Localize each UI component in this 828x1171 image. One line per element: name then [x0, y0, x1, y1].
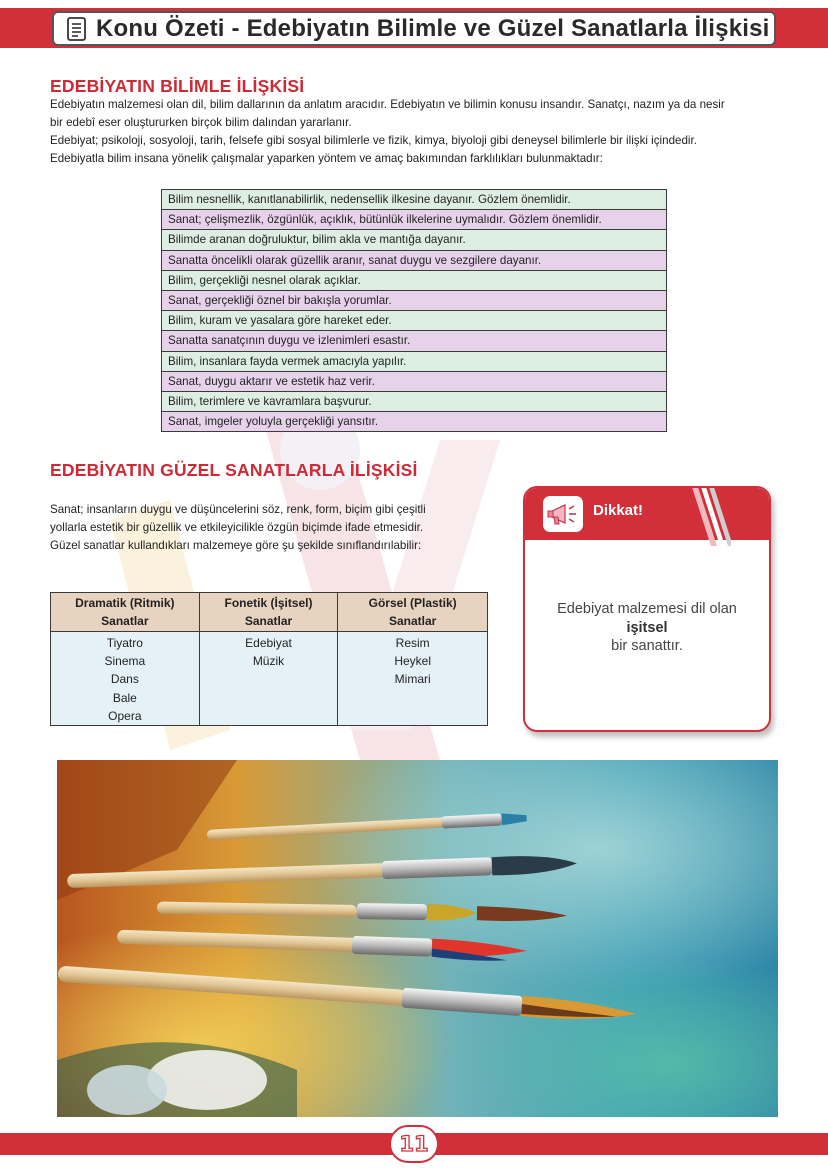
arts-classification-table — [50, 592, 488, 726]
list-item: Müzik — [252, 654, 285, 669]
table-row — [162, 311, 667, 331]
table-cell: Bilim, gerçekliği nesnel olarak açıklar. — [162, 270, 667, 290]
list-item: Edebiyat — [245, 636, 292, 650]
arts-section-paragraph — [50, 501, 490, 555]
table-cell — [199, 632, 338, 726]
table-row — [162, 331, 667, 351]
list-item: Sinema — [104, 654, 146, 669]
table-cell: Bilim, kuram ve yasalara göre hareket eder. — [162, 311, 667, 331]
table-cell: Sanat; çelişmezlik, özgünlük, açıklık, bütünlük ilkelerine uymalıdır. Gözlem önemlidir. — [162, 210, 667, 230]
table-row — [162, 412, 667, 432]
table-header-row — [51, 593, 488, 632]
table-cell: Bilim nesnellik, kanıtlanabilirlik, nedensellik ilkesine dayanır. Gözlem önemlidir. — [162, 190, 667, 210]
paragraph-line: Edebiyatla bilim insana yönelik çalışmalar yaparken yöntem ve amaç bakımından farklılıkları bulunmaktadır: — [50, 152, 603, 165]
table-cell: Bilim, terimlere ve kavramlara başvurur. — [162, 391, 667, 411]
callout-line — [525, 619, 769, 638]
science-section-heading: EDEBİYATIN BİLİMLE İLİŞKİSİ — [50, 76, 305, 96]
callout-title: Dikkat! — [593, 502, 644, 519]
paint-brushes-photo — [57, 760, 778, 1117]
megaphone-icon — [543, 496, 583, 532]
document-icon — [66, 17, 88, 41]
table-row — [51, 632, 488, 726]
table-cell — [338, 632, 488, 726]
page-number: 11 — [389, 1125, 439, 1163]
table-row — [162, 371, 667, 391]
callout-icon-box — [543, 496, 583, 532]
table-row — [162, 270, 667, 290]
callout-emphasis: işitsel — [626, 619, 668, 636]
list-item: Bale — [112, 690, 137, 705]
list-item: Opera — [108, 708, 142, 723]
column-header: Görsel (Plastik) Sanatlar — [338, 593, 488, 632]
paragraph-line: Edebiyat; psikoloji, sosyoloji, tarih, felsefe gibi sosyal bilimlerle ve fizik, kimya, biyoloji gibi deneysel bilimlerle bir ilişki içindedir. — [50, 134, 697, 147]
science-vs-art-table — [161, 189, 667, 432]
table-row — [162, 210, 667, 230]
table-cell: Bilimde aranan doğruluktur, bilim akla ve mantığa dayanır. — [162, 230, 667, 250]
page-title: Konu Özeti - Edebiyatın Bilimle ve Güzel Sanatlarla İlişkisi — [96, 14, 770, 42]
table-row — [162, 391, 667, 411]
decorative-stripes — [691, 486, 731, 546]
table-cell — [51, 632, 200, 726]
callout-line: bir sanattır. — [611, 638, 683, 654]
paragraph-line: yollarla estetik bir güzellik ve etkileyicilikle özgün biçimde ifade etmesidir. — [50, 521, 424, 534]
list-item: Mimari — [394, 672, 431, 687]
column-header: Fonetik (İşitsel) Sanatlar — [199, 593, 338, 632]
paragraph-line: bir edebî eser oluştururken birçok bilim dalından yararlanır. — [50, 116, 352, 129]
paragraph-line: Sanat; insanların duygu ve düşüncelerini söz, renk, form, biçim gibi çeşitli — [50, 503, 426, 516]
list-item: Tiyatro — [106, 636, 143, 650]
table-row — [162, 290, 667, 310]
science-section-paragraph — [50, 96, 790, 168]
table-cell: Sanatta öncelikli olarak güzellik aranır, sanat duygu ve sezgilere dayanır. — [162, 250, 667, 270]
table-cell: Sanatta sanatçının duygu ve izlenimleri esastır. — [162, 331, 667, 351]
dikkat-callout — [523, 486, 771, 732]
callout-body — [525, 600, 769, 656]
table-cell: Sanat, gerçekliği öznel bir bakışla yorumlar. — [162, 290, 667, 310]
column-header: Dramatik (Ritmik) Sanatlar — [51, 593, 200, 632]
paragraph-line: Edebiyatın malzemesi olan dil, bilim dallarının da anlatım aracıdır. Edebiyatın ve bilimin konusu insandır. Sanatçı, nazım ya da nesir — [50, 98, 725, 111]
table-row — [162, 230, 667, 250]
callout-header — [525, 488, 769, 540]
list-item: Heykel — [394, 654, 431, 669]
table-row — [162, 190, 667, 210]
table-row — [162, 351, 667, 371]
list-item: Resim — [395, 636, 430, 650]
table-cell: Sanat, duygu aktarır ve estetik haz verir. — [162, 371, 667, 391]
list-item: Dans — [110, 672, 139, 687]
table-cell: Sanat, imgeler yoluyla gerçekliği yansıtır. — [162, 412, 667, 432]
page-title-box — [52, 11, 776, 46]
table-row — [162, 250, 667, 270]
arts-section-heading: EDEBİYATIN GÜZEL SANATLARLA İLİŞKİSİ — [50, 460, 418, 480]
callout-line: Edebiyat malzemesi dil olan — [557, 601, 737, 617]
paragraph-line: Güzel sanatlar kullandıkları malzemeye göre şu şekilde sınıflandırılabilir: — [50, 539, 422, 552]
table-cell: Bilim, insanlara fayda vermek amacıyla yapılır. — [162, 351, 667, 371]
